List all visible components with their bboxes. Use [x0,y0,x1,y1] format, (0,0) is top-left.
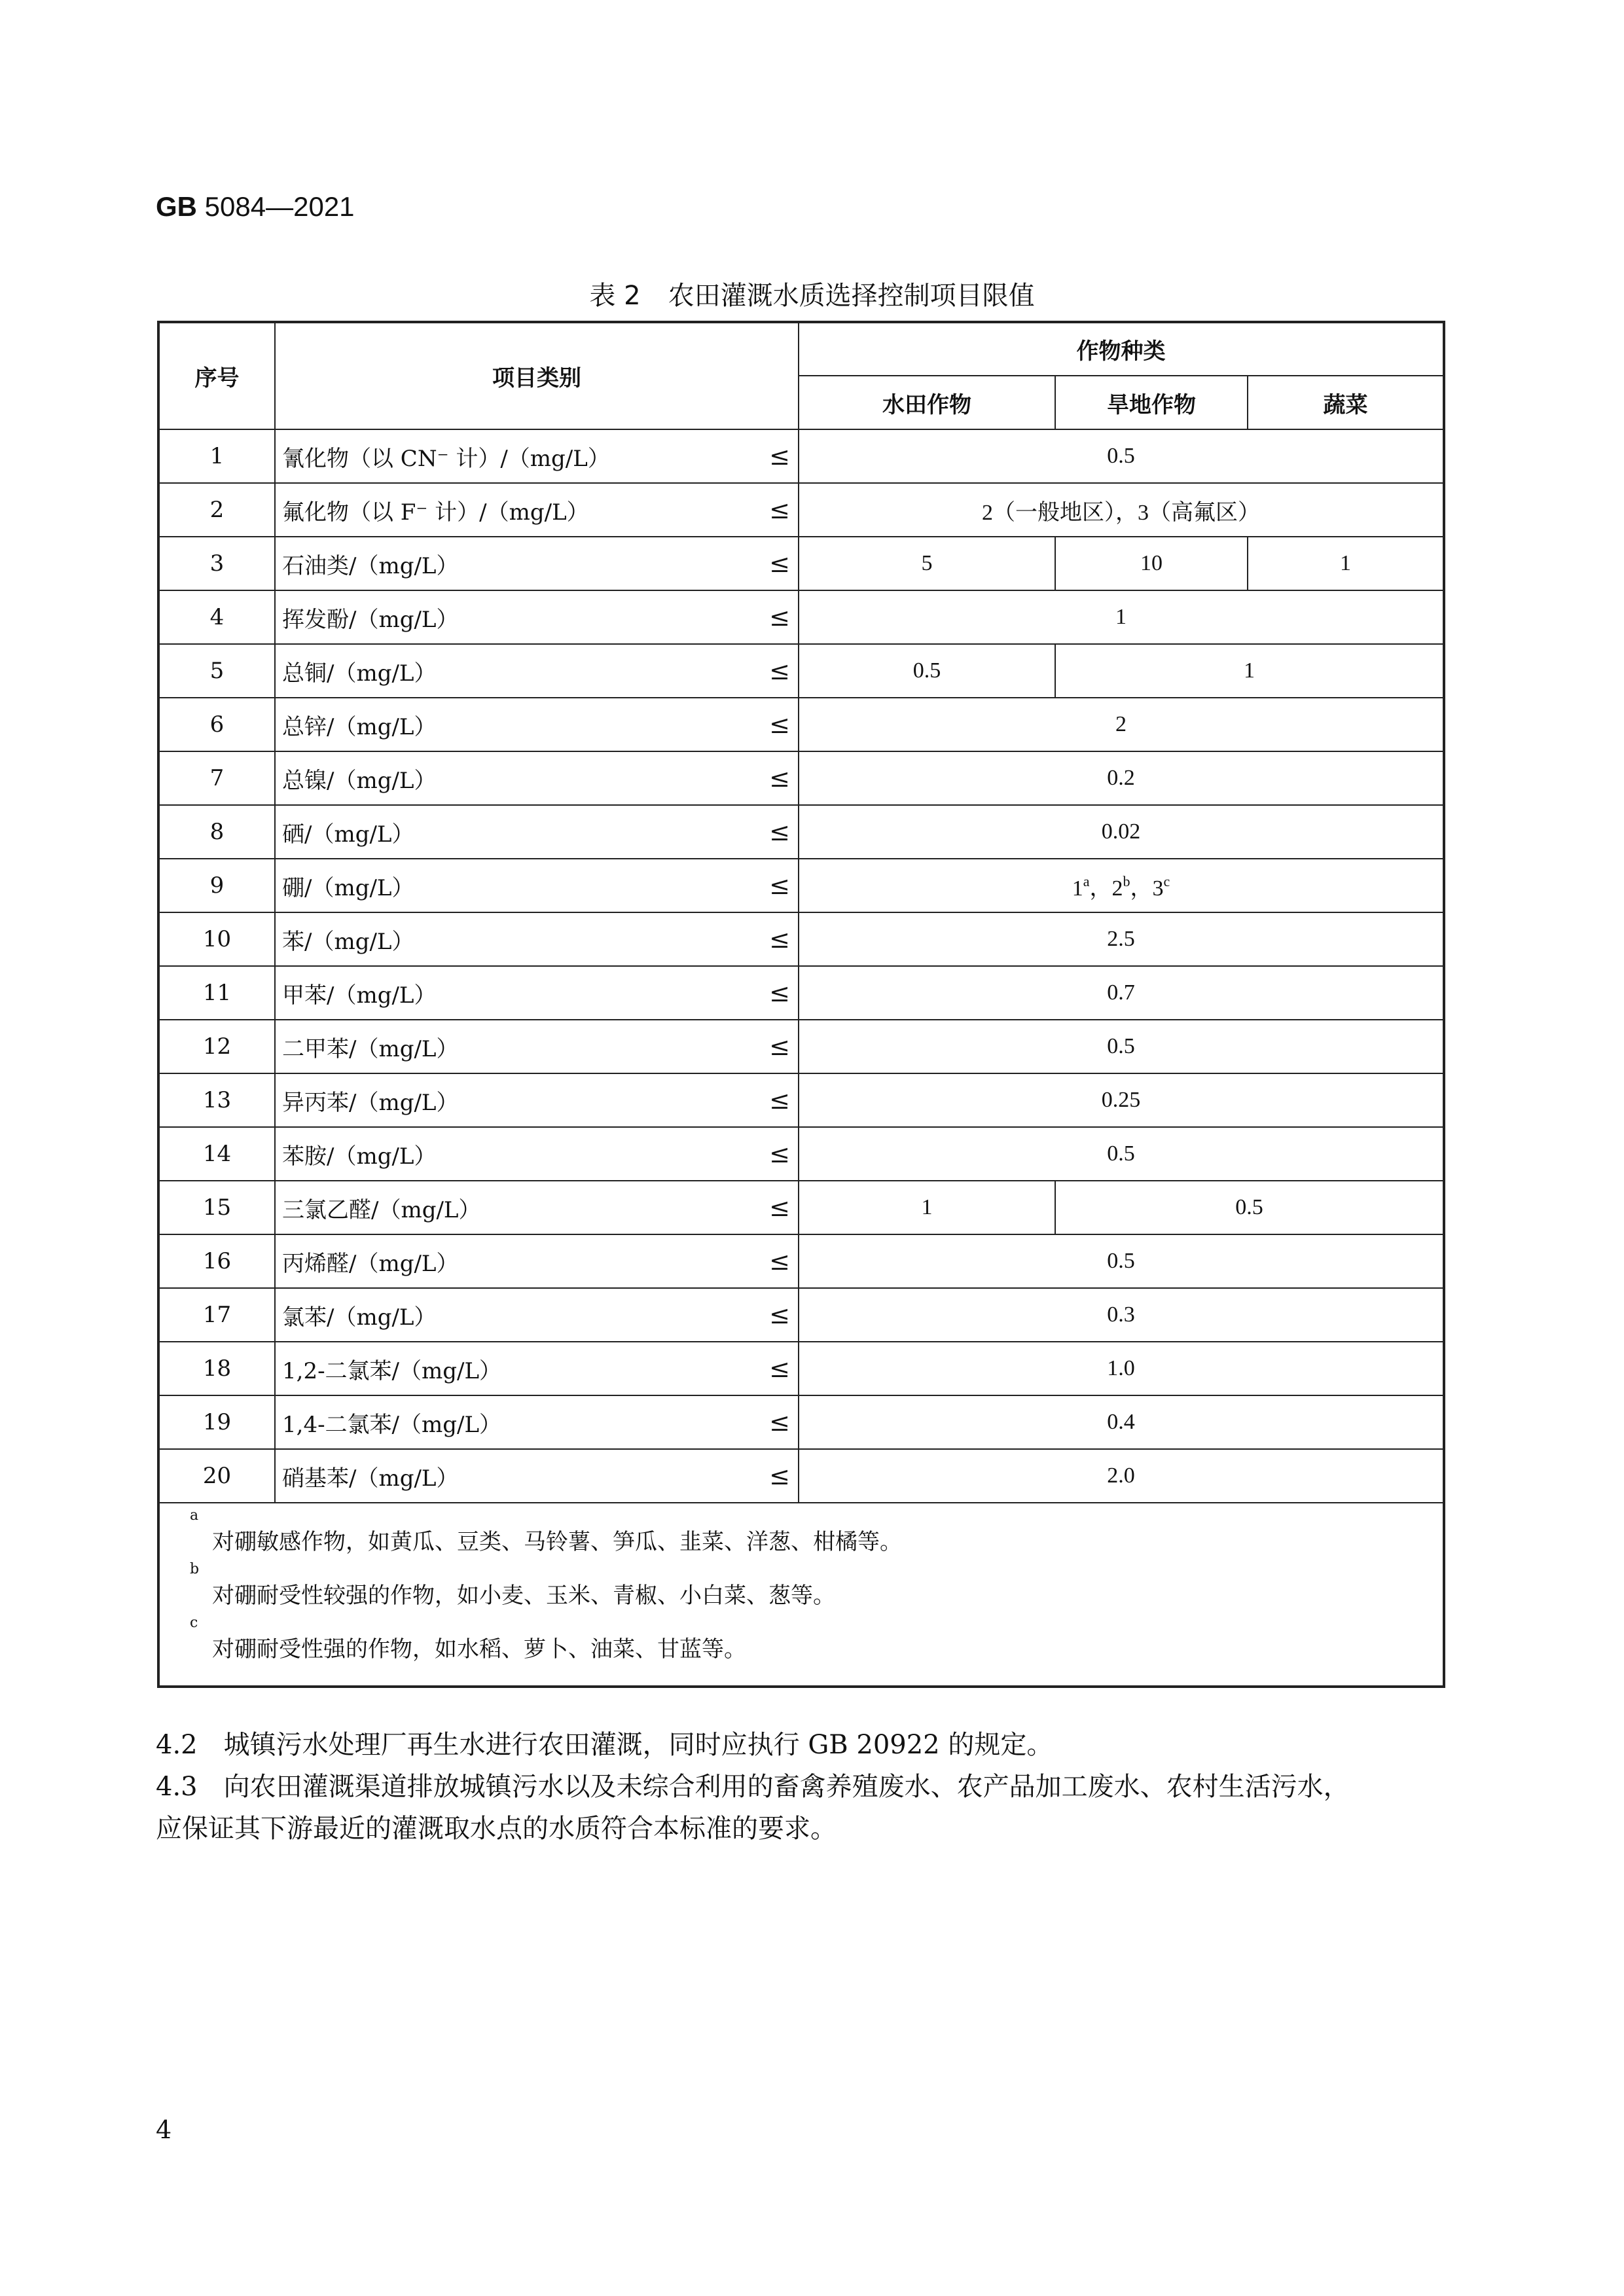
row-value: 0.7 [799,966,1444,1020]
row-item-label: 挥发酚/（mg/L） [282,606,459,633]
row-item-label: 苯胺/（mg/L） [282,1143,437,1170]
row-item-label: 二甲苯/（mg/L） [282,1035,459,1062]
row-seq: 9 [158,859,275,912]
row-item [275,429,799,483]
less-or-equal-symbol: ≤ [769,1247,790,1276]
row-item-label: 硝基苯/（mg/L） [282,1465,459,1492]
table-footnotes [158,1503,1444,1687]
table-row [158,698,1444,751]
row-value: 1 [1248,537,1444,590]
row-seq: 7 [158,751,275,805]
table-row [158,1234,1444,1288]
table-row [158,912,1444,966]
less-or-equal-symbol: ≤ [769,1139,790,1168]
row-item [275,751,799,805]
row-value: 0.5 [799,1127,1444,1181]
less-or-equal-symbol: ≤ [769,1193,790,1222]
row-item [275,1073,799,1127]
less-or-equal-symbol: ≤ [769,495,790,524]
less-or-equal-symbol: ≤ [769,442,790,471]
row-item [275,1181,799,1234]
value-text: 1 [1072,876,1083,901]
footnote [190,1615,1443,1676]
less-or-equal-symbol: ≤ [769,603,790,632]
clause-4-3-line-2: 应保证其下游最近的灌溉取水点的水质符合本标准的要求。 [156,1814,837,1844]
footnote-text: 对硼耐受性较强的作物，如小麦、玉米、青椒、小白菜、葱等。 [212,1583,835,1609]
row-item [275,966,799,1020]
footnote-mark: b [190,1561,200,1577]
row-value: 0.4 [799,1395,1444,1449]
row-seq: 20 [158,1449,275,1503]
row-seq: 1 [158,429,275,483]
row-item-label: 1,2-二氯苯/（mg/L） [282,1357,502,1384]
row-seq: 14 [158,1127,275,1181]
footnote-mark: b [1123,872,1130,889]
row-value: 0.5 [799,1234,1444,1288]
row-value [799,859,1444,912]
row-item-label: 氯苯/（mg/L） [282,1304,437,1331]
row-value: 0.02 [799,805,1444,859]
row-item [275,805,799,859]
water-quality-limits-table [157,321,1445,1688]
row-item-label: 硼/（mg/L） [282,874,414,901]
less-or-equal-symbol: ≤ [769,871,790,900]
less-or-equal-symbol: ≤ [769,817,790,846]
row-value: 10 [1055,537,1248,590]
row-item-label: 异丙苯/（mg/L） [282,1089,459,1116]
col-header-vegetable: 蔬菜 [1248,376,1444,429]
row-item [275,859,799,912]
less-or-equal-symbol: ≤ [769,764,790,793]
row-value: 0.2 [799,751,1444,805]
table-row [158,483,1444,537]
table-row [158,1395,1444,1449]
row-seq: 12 [158,1020,275,1073]
row-value: 0.5 [799,644,1055,698]
table-row [158,805,1444,859]
row-item-label: 苯/（mg/L） [282,928,414,955]
footnote [190,1507,1443,1569]
row-item-label: 总铜/（mg/L） [282,660,437,687]
table-row [158,1288,1444,1342]
row-seq: 18 [158,1342,275,1395]
row-seq: 6 [158,698,275,751]
row-seq: 16 [158,1234,275,1288]
footnote-text: 对硼耐受性强的作物，如水稻、萝卜、油菜、甘蓝等。 [212,1636,746,1662]
row-item [275,537,799,590]
less-or-equal-symbol: ≤ [769,1462,790,1490]
table-row [158,1127,1444,1181]
table-row [158,966,1444,1020]
value-text: ，2 [1089,876,1123,901]
less-or-equal-symbol: ≤ [769,1354,790,1383]
table-row [158,1449,1444,1503]
row-value: 1 [799,590,1444,644]
row-item [275,644,799,698]
row-value: 1 [1055,644,1444,698]
page-number: 4 [156,2115,172,2144]
col-header-item: 项目类别 [275,322,799,429]
table-row [158,1181,1444,1234]
less-or-equal-symbol: ≤ [769,925,790,954]
row-seq: 5 [158,644,275,698]
row-item-label: 硒/（mg/L） [282,821,414,848]
footnote-mark: c [1163,872,1170,889]
row-seq: 2 [158,483,275,537]
footnote-text: 对硼敏感作物，如黄瓜、豆类、马铃薯、笋瓜、韭菜、洋葱、柑橘等。 [212,1529,902,1555]
row-item [275,1020,799,1073]
row-value: 2（一般地区），3（高氟区） [799,483,1444,537]
row-item-label: 丙烯醛/（mg/L） [282,1250,459,1277]
row-value: 1.0 [799,1342,1444,1395]
table-row [158,1020,1444,1073]
row-seq: 13 [158,1073,275,1127]
footnote [190,1561,1443,1623]
row-seq: 3 [158,537,275,590]
table-body [158,429,1444,1687]
row-item [275,1395,799,1449]
row-value: 2 [799,698,1444,751]
table-row [158,751,1444,805]
row-item [275,1342,799,1395]
row-item [275,1449,799,1503]
footnote-mark: a [190,1507,199,1524]
row-item-label: 总锌/（mg/L） [282,713,437,740]
row-value: 0.3 [799,1288,1444,1342]
footnote-mark: a [1083,872,1090,889]
row-value: 0.5 [799,429,1444,483]
table-row [158,1073,1444,1127]
clause-4-2: 4.2 城镇污水处理厂再生水进行农田灌溉，同时应执行 GB 20922 的规定。 [156,1730,1053,1760]
row-item [275,698,799,751]
less-or-equal-symbol: ≤ [769,656,790,685]
row-item [275,912,799,966]
row-item-label: 氰化物（以 CN⁻ 计）/（mg/L） [282,445,610,472]
table-row [158,590,1444,644]
less-or-equal-symbol: ≤ [769,710,790,739]
col-header-crop-type: 作物种类 [799,322,1444,376]
clause-4-3-line-1: 4.3 向农田灌溉渠道排放城镇污水以及未综合利用的畜禽养殖废水、农产品加工废水、农村生活污水， [156,1772,1350,1802]
row-item [275,1234,799,1288]
row-item [275,590,799,644]
row-value: 0.25 [799,1073,1444,1127]
row-item-label: 三氯乙醛/（mg/L） [282,1196,481,1223]
less-or-equal-symbol: ≤ [769,549,790,578]
row-item-label: 氟化物（以 F⁻ 计）/（mg/L） [282,499,589,526]
row-value: 0.5 [799,1020,1444,1073]
table-row [158,644,1444,698]
less-or-equal-symbol: ≤ [769,978,790,1007]
less-or-equal-symbol: ≤ [769,1408,790,1437]
standard-code-header [156,191,355,223]
less-or-equal-symbol: ≤ [769,1032,790,1061]
row-item [275,1127,799,1181]
row-seq: 11 [158,966,275,1020]
row-item-label: 总镍/（mg/L） [282,767,437,794]
row-value: 2.0 [799,1449,1444,1503]
col-header-paddy: 水田作物 [799,376,1055,429]
table-row [158,537,1444,590]
row-value: 0.5 [1055,1181,1444,1234]
less-or-equal-symbol: ≤ [769,1300,790,1329]
row-item [275,1288,799,1342]
table-title [0,275,1624,312]
footnote-mark: c [190,1615,198,1631]
standard-code-prefix: GB [156,191,197,222]
value-text: ，3 [1130,876,1164,901]
row-value: 2.5 [799,912,1444,966]
row-item-label: 1,4-二氯苯/（mg/L） [282,1411,502,1438]
row-seq: 17 [158,1288,275,1342]
col-header-seq: 序号 [158,322,275,429]
row-seq: 10 [158,912,275,966]
table-notes-row [158,1503,1444,1687]
row-item-label: 石油类/（mg/L） [282,552,459,579]
row-seq: 15 [158,1181,275,1234]
table-row [158,859,1444,912]
row-seq: 19 [158,1395,275,1449]
row-item [275,483,799,537]
table-row [158,429,1444,483]
row-seq: 8 [158,805,275,859]
less-or-equal-symbol: ≤ [769,1086,790,1115]
table-row [158,1342,1444,1395]
row-value: 5 [799,537,1055,590]
table-number: 表 2 [589,281,641,311]
standard-code-number: 5084—2021 [197,191,355,222]
col-header-dryland: 旱地作物 [1055,376,1248,429]
row-item-label: 甲苯/（mg/L） [282,982,437,1009]
table-caption: 农田灌溉水质选择控制项目限值 [668,281,1035,311]
row-seq: 4 [158,590,275,644]
row-value: 1 [799,1181,1055,1234]
